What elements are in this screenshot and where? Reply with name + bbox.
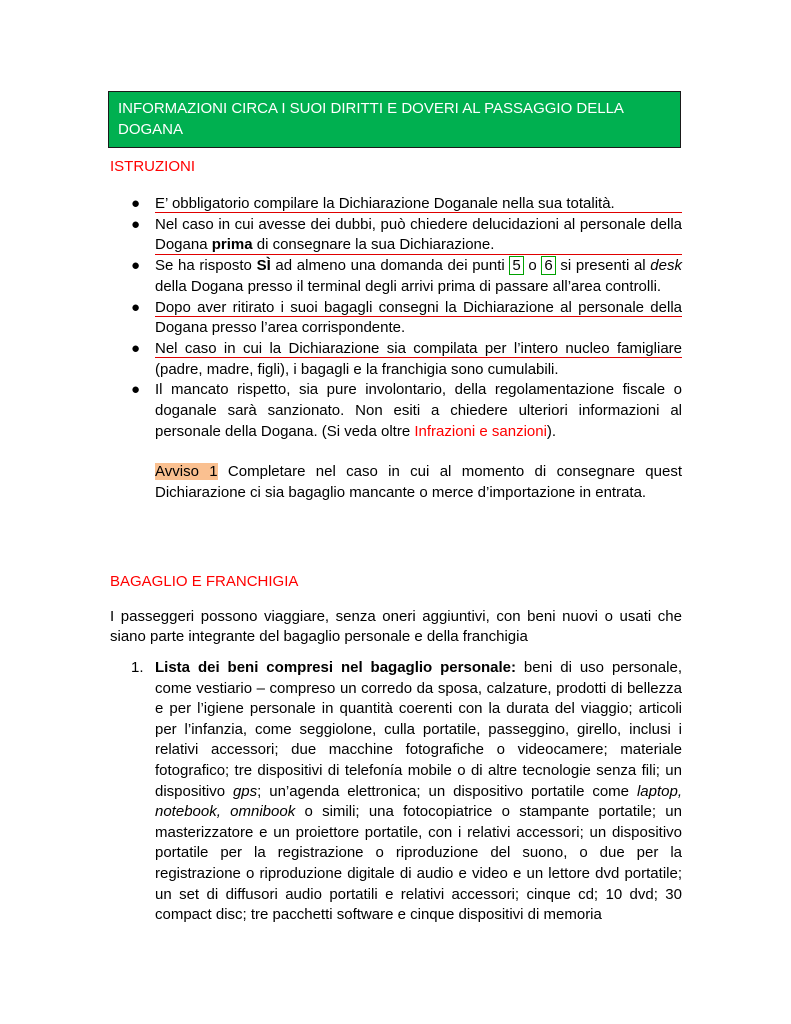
list-item: ● Se ha risposto SÌ ad almeno una domanda dei punti 5 o 6 si presenti al desk della Dogana presso il terminal degli arrivi prima di passare all’area controlli. <box>131 257 682 295</box>
red-rule <box>155 212 682 213</box>
infrazioni-link[interactable]: Infrazioni e sanzioni <box>414 422 547 440</box>
bullet-icon: ● <box>131 381 141 399</box>
list-item: ● Nel caso in cui avesse dei dubbi, può chiedere delucidazioni al personale della Dogana prima di consegnare la sua Dichiarazione. <box>131 215 682 254</box>
red-rule <box>155 254 682 255</box>
avviso-label: Avviso 1 <box>155 463 218 481</box>
bagaglio-intro: I passeggeri possono viaggiare, senza oneri aggiuntivi, con beni nuovi o usati che siano parte integrante del bagaglio personale e della franchigia <box>110 608 682 645</box>
bullet-icon: ● <box>131 257 141 275</box>
page-title: INFORMAZIONI CIRCA I SUOI DIRITTI E DOVERI AL PASSAGGIO DELLA DOGANA <box>118 100 624 138</box>
list-item: ● Dopo aver ritirato i suoi bagagli consegni la Dichiarazione al personale della Dogana presso l’area corrispondente. <box>131 298 682 337</box>
avviso-note: Avviso 1 Completare nel caso in cui al momento di consegnare quest Dichiarazione ci sia bagaglio mancante o merce d’importazione in entrata. <box>155 463 682 502</box>
istruzioni-heading: ISTRUZIONI <box>110 158 195 175</box>
item-number: 1. <box>131 659 144 676</box>
bullet-icon: ● <box>131 339 141 357</box>
red-rule <box>155 357 682 358</box>
istruzioni-list <box>110 194 682 504</box>
bullet-icon: ● <box>131 298 141 316</box>
reference-5-link[interactable]: 5 <box>509 256 523 275</box>
numbered-item-1: 1. Lista dei beni compresi nel bagaglio personale: beni di uso personale, come vestiario – compreso un corredo da sposa, calzature, prodotti di bellezza e per l’igiene personale in quantità coerenti con la durata del viaggio; articoli per l’infanzia, come seggiolone, culla portatile, passeggino, girello, inclusi i relativi accessori; due macchine fotografiche o videocamere; materiale fotografico; tre dispositivi di telefonía mobile o di altre tecnologie senza fili; un dispositivo gps; un’agenda elettronica; un dispositivo portatile come laptop, notebook, omnibook o simili; una fotocopiatrice o stampante portatile; un masterizzatore e un proiettore portatile, con i relativi accessori; un dispositivo portatile per la registrazione o riproduzione del suono, o due per la registrazione o riproduzione digitale di audio e video e un lettore dvd portatile; un set di diffusori audio portatili e relativi accessori; cinque cd; 10 dvd; 30 compact disc; tre pacchetti software e cinque dispositivi di memoria <box>131 659 682 924</box>
list-item: ● Il mancato rispetto, sia pure involontario, della regolamentazione fiscale o doganale sarà sanzionato. Non esiti a chiedere ulteriori informazioni al personale della Dogana. (Si veda oltre Infrazioni e sanzioni). <box>131 381 682 440</box>
bullet-icon: ● <box>131 195 141 212</box>
list-item: ● E’ obbligatorio compilare la Dichiarazione Doganale nella sua totalità. <box>110 194 682 215</box>
title-banner <box>108 91 681 148</box>
bagaglio-heading: BAGAGLIO E FRANCHIGIA <box>110 573 299 590</box>
bullet-icon: ● <box>131 215 141 233</box>
red-rule <box>155 316 682 317</box>
reference-6-link[interactable]: 6 <box>541 256 555 275</box>
list-item: ● Nel caso in cui la Dichiarazione sia compilata per l’intero nucleo famigliare (padre, madre, figli), i bagagli e la franchigia sono cumulabili. <box>131 339 682 378</box>
